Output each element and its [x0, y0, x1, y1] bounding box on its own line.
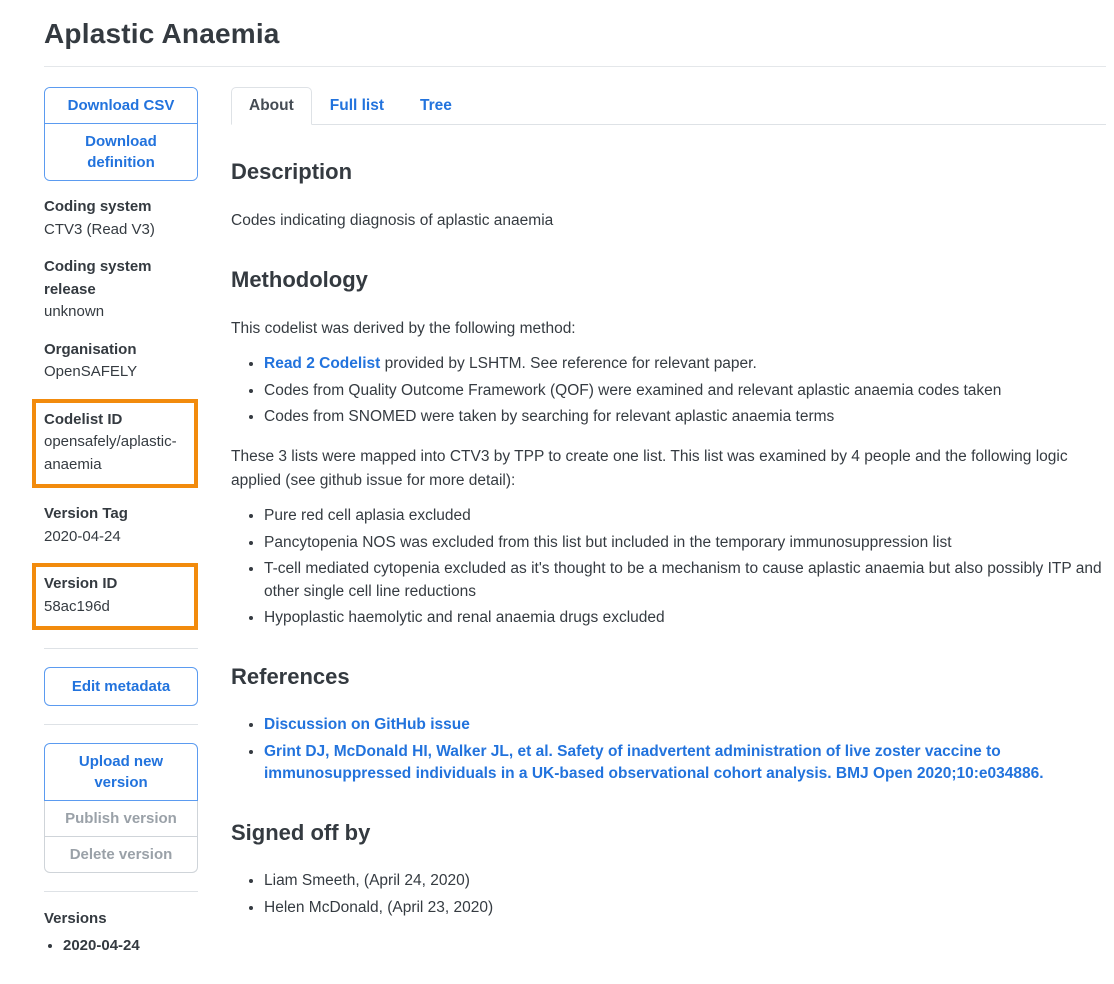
signed-off-list: [231, 870, 1106, 919]
version-actions-group: [44, 743, 198, 873]
publish-version-button[interactable]: Publish version: [44, 801, 198, 837]
methodology-intro: This codelist was derived by the following method:: [231, 320, 576, 338]
derivation-item: • Codes from SNOMED were taken by searching for relevant aplastic anaemia terms: [264, 406, 1106, 429]
about-panel: [231, 159, 1106, 919]
link[interactable]: Discussion on GitHub issue: [264, 716, 470, 734]
tab-full-list[interactable]: Full list: [329, 97, 385, 114]
derivation-item: • Codes from Quality Outcome Framework (QOF) were examined and relevant aplastic anaemia codes taken: [264, 380, 1106, 403]
field-value: CTV3 (Read V3): [44, 220, 155, 238]
sidebar-divider: [44, 648, 198, 649]
sidebar-field-organisation: [44, 339, 198, 384]
derivation-item: • Read 2 Codelist provided by LSHTM. See reference for relevant paper.: [264, 353, 1106, 376]
sidebar-field-coding-system: [44, 196, 198, 241]
download-definition-button[interactable]: Download definition: [45, 123, 197, 180]
derivation-list: [231, 353, 1106, 429]
page-title: Aplastic Anaemia: [44, 18, 280, 49]
logic-item: • Hypoplastic haemolytic and renal anaemia drugs excluded: [264, 607, 1106, 630]
title-divider: [44, 66, 1106, 67]
versions-section: [44, 910, 198, 954]
logic-list: [231, 505, 1106, 630]
download-button-group: [44, 87, 198, 181]
content-layout: [44, 87, 1106, 954]
field-value: 58ac196d: [44, 597, 110, 615]
tab-about[interactable]: About: [231, 87, 312, 125]
field-value: 2020-04-24: [44, 527, 121, 545]
sidebar: [44, 87, 198, 954]
reference-item: [264, 741, 1106, 786]
tab-bar: [231, 87, 1106, 125]
field-label: Organisation: [44, 340, 137, 358]
field-value: opensafely/aplastic-anaemia: [44, 433, 177, 473]
field-label: Coding system: [44, 198, 152, 215]
references-heading: References: [231, 664, 350, 690]
sidebar-field-version-id: [32, 563, 198, 630]
main-content: [231, 87, 1106, 935]
field-value: OpenSAFELY: [44, 363, 138, 380]
mapping-note: These 3 lists were mapped into CTV3 by TPP to create one list. This list was examined by 4 people and the following logic applied (see github issue for more detail):: [231, 447, 1068, 489]
sidebar-field-codelist-id: [32, 399, 198, 489]
field-label: Version ID: [44, 575, 118, 592]
field-value: unknown: [44, 303, 105, 320]
field-label: Coding system release: [44, 258, 152, 298]
field-label: Codelist ID: [44, 410, 123, 428]
versions-list: [44, 937, 198, 954]
edit-metadata-button[interactable]: Edit metadata: [44, 667, 198, 706]
description-text: Codes indicating diagnosis of aplastic anaemia: [231, 212, 554, 229]
description-heading: Description: [231, 159, 353, 184]
logic-item: • T-cell mediated cytopenia excluded as it's thought to be a mechanism to cause aplastic anaemia but also possibly ITP and other single cell line reductions: [264, 558, 1106, 603]
download-csv-button[interactable]: Download CSV: [45, 88, 197, 123]
reference-item: [264, 714, 1106, 737]
sidebar-field-version-tag: [44, 503, 198, 548]
versions-heading: Versions: [44, 910, 107, 927]
tab-tree[interactable]: Tree: [420, 97, 452, 114]
version-item[interactable]: • 2020-04-24: [63, 937, 198, 954]
sidebar-field-coding-system-release: [44, 256, 198, 324]
references-list: [231, 714, 1106, 786]
sidebar-divider: [44, 891, 198, 892]
signed-off-item: • Helen McDonald, (April 23, 2020): [264, 897, 1106, 920]
signed-off-heading: Signed off by: [231, 819, 371, 845]
field-label: Version Tag: [44, 505, 128, 522]
logic-item: • Pure red cell aplasia excluded: [264, 505, 1106, 528]
upload-new-version-button[interactable]: Upload new version: [44, 743, 198, 801]
metadata-fields: [44, 196, 198, 630]
delete-version-button[interactable]: Delete version: [44, 837, 198, 873]
link[interactable]: Grint DJ, McDonald HI, Walker JL, et al. Safety of inadvertent administration of live zoster vaccine to immunosuppressed individuals in a UK-based observational cohort analysis. BMJ Open 2020;10:e034886.: [264, 742, 1044, 783]
sidebar-divider: [44, 724, 198, 725]
link[interactable]: Read 2 Codelist: [264, 355, 381, 373]
logic-item: • Pancytopenia NOS was excluded from this list but included in the temporary immunosuppression list: [264, 532, 1106, 555]
signed-off-item: • Liam Smeeth, (April 24, 2020): [264, 870, 1106, 893]
methodology-heading: Methodology: [231, 267, 368, 293]
